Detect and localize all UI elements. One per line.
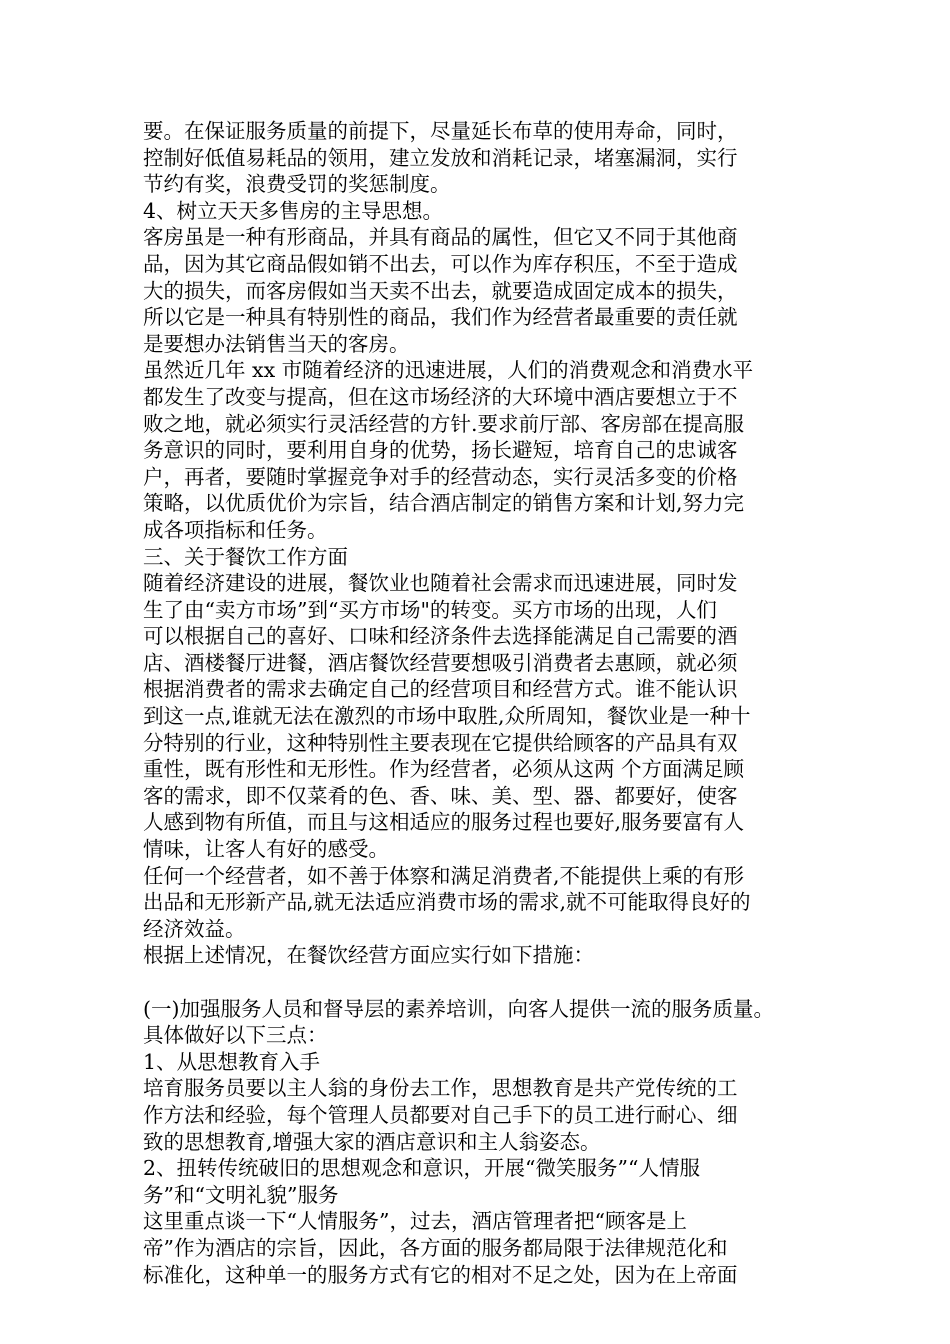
text-line: 情味，让客人有好的感受。 [143,837,389,862]
text-line: 培育服务员要以主人翁的身份去工作，思想教育是共产党传统的工 [143,1076,738,1101]
text-line: 重性，既有形性和无形性。作为经营者，必须从这两 个方面满足顾 [143,757,745,782]
text-line: 虽然近几年 xx 市随着经济的迅速进展，人们的消费观念和消费水平 [143,358,754,383]
text-line: 到这一点,谁就无法在激烈的市场中取胜,众所周知，餐饮业是一种十 [143,704,751,729]
text-line: 这里重点谈一下“人情服务”，过去，酒店管理者把“顾客是上 [143,1209,687,1234]
text-line: 1、从思想教育入手 [143,1049,321,1074]
text-line: 策略，以优质优价为宗旨，结合酒店制定的销售方案和计划,努力完 [143,491,745,516]
text-line: 随着经济建设的进展，餐饮业也随着社会需求而迅速进展，同时发 [143,571,738,596]
text-line: 成各项指标和任务。 [143,517,328,542]
text-line: 任何一个经营者，如不善于体察和满足消费者,不能提供上乘的有形 [143,863,745,888]
text-line: 生了由“卖方市场”到“买方市场"的转变。买方市场的出现，人们 [143,597,717,622]
text-line: 客房虽是一种有形商品，并具有商品的属性，但它又不同于其他商 [143,225,738,250]
text-line: 帝”作为酒店的宗旨，因此，各方面的服务都局限于法律规范化和 [143,1235,728,1260]
text-line: 人感到物有所值，而且与这相适应的服务过程也要好,服务要富有人 [143,810,745,835]
document-body [143,118,823,1288]
text-line: 品，因为其它商品假如销不出去，可以作为库存积压，不至于造成 [143,251,738,276]
text-line: 根据上述情况，在餐饮经营方面应实行如下措施： [143,943,594,968]
text-line: 可以根据自己的喜好、口味和经济条件去选择能满足自己需要的酒 [143,624,738,649]
text-line: 分特别的行业，这种特别性主要表现在它提供给顾客的产品具有双 [143,730,738,755]
text-line: 控制好低值易耗品的领用，建立发放和消耗记录，堵塞漏洞，实行 [143,145,738,170]
text-line: 败之地，就必须实行灵活经营的方针.要求前厅部、客房部在提高服 [143,411,745,436]
text-line: 所以它是一种具有特别性的商品，我们作为经营者最重要的责任就 [143,305,738,330]
text-line: 出品和无形新产品,就无法适应消费市场的需求,就不可能取得良好的 [143,890,751,915]
text-line: 作方法和经验，每个管理人员都要对自己手下的员工进行耐心、细 [143,1102,738,1127]
text-line: 三、关于餐饮工作方面 [143,544,348,569]
text-line: 经济效益。 [143,916,246,941]
text-line: 节约有奖，浪费受罚的奖惩制度。 [143,172,451,197]
text-line: 4、树立天天多售房的主导思想。 [143,198,444,223]
text-line: 是要想办法销售当天的客房。 [143,331,410,356]
text-line: 客的需求，即不仅菜肴的色、香、味、美、型、器、都要好，使客 [143,783,738,808]
text-line: 都发生了改变与提高，但在这市场经济的大环境中酒店要想立于不 [143,384,738,409]
text-line: 根据消费者的需求去确定自己的经营项目和经营方式。谁不能认识 [143,677,738,702]
text-line: 店、酒楼餐厅进餐，酒店餐饮经营要想吸引消费者去惠顾，就必须 [143,650,738,675]
text-line: 要。在保证服务质量的前提下，尽量延长布草的使用寿命，同时， [143,119,738,143]
text-line: 具体做好以下三点： [143,1023,328,1048]
text-line: 户，再者，要随时掌握竞争对手的经营动态，实行灵活多变的价格 [143,464,738,489]
text-line: 2、扭转传统破旧的思想观念和意识，开展“微笑服务”“人情服 [143,1156,700,1181]
blank-line [143,969,823,996]
text-line: 大的损失，而客房假如当天卖不出去，就要造成固定成本的损失， [143,278,738,303]
text-line: 务意识的同时，要利用自身的优势，扬长避短，培育自己的忠诚客 [143,438,738,463]
text-line: 标准化，这种单一的服务方式有它的相对不足之处，因为在上帝面 [143,1262,738,1287]
text-line: (一)加强服务人员和督导层的素养培训，向客人提供一流的服务质量。 [143,996,774,1021]
text-line: 致的思想教育,增强大家的酒店意识和主人翁姿态。 [143,1129,601,1154]
text-line: 务”和“文明礼貌”服务 [143,1182,339,1207]
